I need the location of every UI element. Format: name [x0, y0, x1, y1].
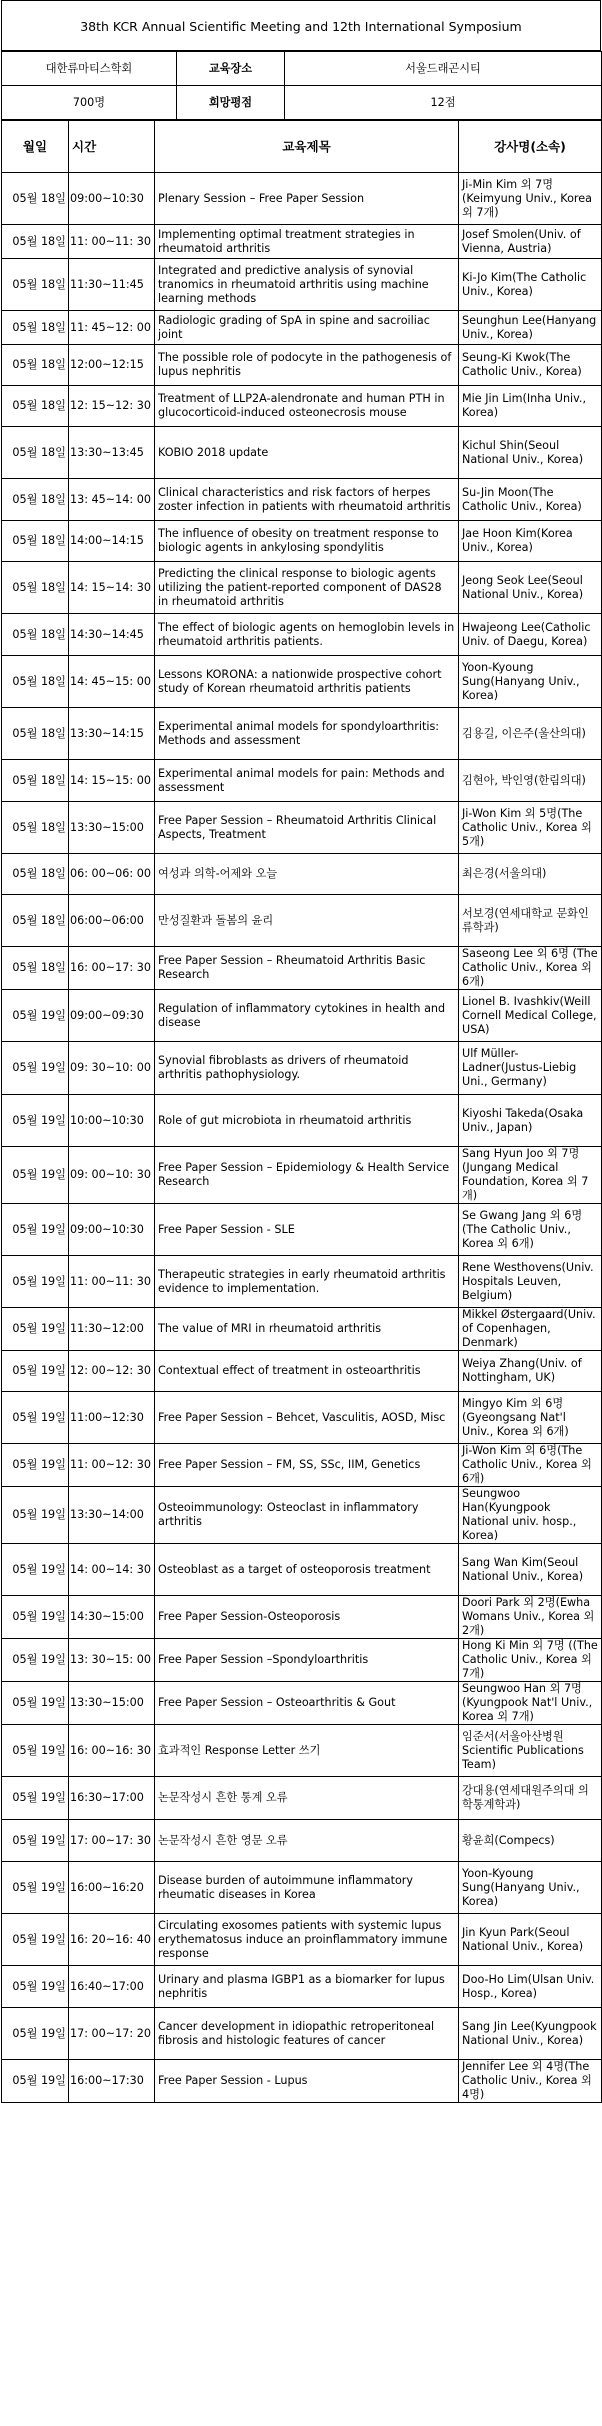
organizer: 대한류마티스학회 [2, 52, 177, 86]
session-subject: Radiologic grading of SpA in spine and sacroiliac joint [155, 311, 459, 345]
session-time: 14: 45~15: 00 [69, 656, 155, 708]
session-time: 14: 15~15: 00 [69, 760, 155, 802]
session-time: 14:00~14:15 [69, 521, 155, 562]
session-date: 05월 19일 [2, 1914, 69, 1966]
table-row [2, 345, 602, 386]
table-row [2, 2060, 602, 2103]
table-row [2, 947, 602, 990]
session-speaker: Mie Jin Lim(Inha Univ., Korea) [459, 386, 602, 427]
attendee-count: 700명 [2, 86, 177, 120]
table-row [2, 1042, 602, 1095]
points-label: 희망평점 [177, 86, 285, 120]
session-subject: Plenary Session – Free Paper Session [155, 173, 459, 225]
session-subject: 논문작성시 흔한 영문 오류 [155, 1820, 459, 1862]
session-subject: Integrated and predictive analysis of synovial tranomics in rheumatoid arthritis using machine learning methods [155, 259, 459, 311]
table-row [2, 760, 602, 802]
session-subject: Osteoblast as a target of osteoporosis treatment [155, 1544, 459, 1596]
session-speaker: Doo-Ho Lim(Ulsan Univ. Hosp., Korea) [459, 1966, 602, 2008]
session-date: 05월 19일 [2, 990, 69, 1042]
table-row [2, 259, 602, 311]
session-speaker: Seunghun Lee(Hanyang Univ., Korea) [459, 311, 602, 345]
session-date: 05월 18일 [2, 656, 69, 708]
session-time: 11: 45~12: 00 [69, 311, 155, 345]
session-speaker: Doori Park 외 2명(Ewha Womans Univ., Korea 외 2개) [459, 1596, 602, 1639]
table-row [2, 1392, 602, 1444]
session-subject: Free Paper Session – FM, SS, SSc, IIM, Genetics [155, 1444, 459, 1487]
session-time: 11: 00~11: 30 [69, 1256, 155, 1308]
session-speaker: 최은경(서울의대) [459, 854, 602, 895]
table-row [2, 479, 602, 521]
session-speaker: 김용길, 이은주(울산의대) [459, 708, 602, 760]
session-subject: Implementing optimal treatment strategies in rheumatoid arthritis [155, 225, 459, 259]
session-subject: Contextual effect of treatment in osteoarthritis [155, 1351, 459, 1392]
session-time: 13: 45~14: 00 [69, 479, 155, 521]
session-date: 05월 19일 [2, 1351, 69, 1392]
session-speaker: Lionel B. Ivashkiv(Weill Cornell Medical College, USA) [459, 990, 602, 1042]
session-speaker: 강대용(연세대원주의대 의학통계학과) [459, 1777, 602, 1820]
session-time: 13:30~13:45 [69, 427, 155, 479]
session-subject: Free Paper Session –Spondyloarthritis [155, 1639, 459, 1682]
place-value: 서울드래곤시티 [285, 52, 602, 86]
table-row [2, 1256, 602, 1308]
session-speaker: Sang Wan Kim(Seoul National Univ., Korea) [459, 1544, 602, 1596]
session-subject: Free Paper Session-Osteoporosis [155, 1596, 459, 1639]
table-row [2, 427, 602, 479]
session-speaker: Su-Jin Moon(The Catholic Univ., Korea) [459, 479, 602, 521]
session-subject: Role of gut microbiota in rheumatoid arthritis [155, 1095, 459, 1147]
session-date: 05월 19일 [2, 1444, 69, 1487]
session-subject: Experimental animal models for spondyloarthritis: Methods and assessment [155, 708, 459, 760]
session-time: 13: 30~15: 00 [69, 1639, 155, 1682]
table-row [2, 656, 602, 708]
session-speaker: Kiyoshi Takeda(Osaka Univ., Japan) [459, 1095, 602, 1147]
session-time: 16: 00~17: 30 [69, 947, 155, 990]
session-date: 05월 18일 [2, 259, 69, 311]
table-row [2, 990, 602, 1042]
session-speaker: 황윤희(Compecs) [459, 1820, 602, 1862]
session-subject: The possible role of podocyte in the pathogenesis of lupus nephritis [155, 345, 459, 386]
session-time: 13:30~15:00 [69, 1682, 155, 1725]
session-date: 05월 18일 [2, 521, 69, 562]
table-row [2, 708, 602, 760]
session-speaker: Ki-Jo Kim(The Catholic Univ., Korea) [459, 259, 602, 311]
session-speaker: Hong Ki Min 외 7명 ((The Catholic Univ., Korea 외 7개) [459, 1639, 602, 1682]
session-speaker: Jennifer Lee 외 4명(The Catholic Univ., Korea 외 4명) [459, 2060, 602, 2103]
info-row-2 [2, 86, 602, 120]
session-speaker: Seungwoo Han 외 7명 (Kyungpook Nat'l Univ., Korea 외 7개) [459, 1682, 602, 1725]
session-subject: Free Paper Session - SLE [155, 1204, 459, 1256]
session-date: 05월 18일 [2, 614, 69, 656]
session-subject: Predicting the clinical response to biologic agents utilizing the patient-reported component of DAS28 in rheumatoid arthritis [155, 562, 459, 614]
session-time: 11: 00~12: 30 [69, 1444, 155, 1487]
session-date: 05월 19일 [2, 1682, 69, 1725]
header-speaker: 강사명(소속) [459, 121, 602, 173]
session-date: 05월 19일 [2, 1392, 69, 1444]
session-speaker: Seung-Ki Kwok(The Catholic Univ., Korea) [459, 345, 602, 386]
session-date: 05월 19일 [2, 1042, 69, 1095]
session-time: 10:00~10:30 [69, 1095, 155, 1147]
session-speaker: Saseong Lee 외 6명 (The Catholic Univ., Korea 외 6개) [459, 947, 602, 990]
table-row [2, 1544, 602, 1596]
session-speaker: 김현아, 박인영(한림의대) [459, 760, 602, 802]
session-subject: Free Paper Session – Epidemiology & Health Service Research [155, 1147, 459, 1204]
session-time: 16:00~16:20 [69, 1862, 155, 1914]
session-time: 09:00~10:30 [69, 1204, 155, 1256]
session-speaker: Ji-Won Kim 외 5명(The Catholic Univ., Korea 외 5개) [459, 802, 602, 854]
session-speaker: Ji-Min Kim 외 7명 (Keimyung Univ., Korea 외 7개) [459, 173, 602, 225]
table-row [2, 173, 602, 225]
table-row [2, 1204, 602, 1256]
session-subject: 효과적인 Response Letter 쓰기 [155, 1725, 459, 1777]
session-date: 05월 19일 [2, 1204, 69, 1256]
session-subject: Free Paper Session – Osteoarthritis & Gout [155, 1682, 459, 1725]
points-value: 12점 [285, 86, 602, 120]
table-row [2, 854, 602, 895]
table-row [2, 1487, 602, 1544]
document-title: 38th KCR Annual Scientific Meeting and 12th International Symposium [1, 0, 601, 51]
session-date: 05월 19일 [2, 1862, 69, 1914]
session-time: 09:00~09:30 [69, 990, 155, 1042]
session-subject: 만성질환과 돌봄의 윤리 [155, 895, 459, 947]
table-row [2, 225, 602, 259]
table-row [2, 1914, 602, 1966]
session-time: 11: 00~11: 30 [69, 225, 155, 259]
session-subject: Osteoimmunology: Osteoclast in inflammatory arthritis [155, 1487, 459, 1544]
table-row [2, 386, 602, 427]
table-row [2, 1351, 602, 1392]
table-row [2, 1639, 602, 1682]
header-time: 시간 [69, 121, 155, 173]
session-subject: Free Paper Session – Behcet, Vasculitis, AOSD, Misc [155, 1392, 459, 1444]
table-row [2, 1147, 602, 1204]
session-date: 05월 19일 [2, 2060, 69, 2103]
table-row [2, 1682, 602, 1725]
session-time: 14: 00~14: 30 [69, 1544, 155, 1596]
session-date: 05월 18일 [2, 708, 69, 760]
session-speaker: Hwajeong Lee(Catholic Univ. of Daegu, Korea) [459, 614, 602, 656]
session-subject: Lessons KORONA: a nationwide prospective cohort study of Korean rheumatoid arthritis patients [155, 656, 459, 708]
session-speaker: Seungwoo Han(Kyungpook National univ. hosp., Korea) [459, 1487, 602, 1544]
session-time: 17: 00~17: 30 [69, 1820, 155, 1862]
session-subject: Treatment of LLP2A-alendronate and human PTH in glucocorticoid-induced osteonecrosis mouse [155, 386, 459, 427]
session-subject: The influence of obesity on treatment response to biologic agents in ankylosing spondylitis [155, 521, 459, 562]
session-time: 16:00~17:30 [69, 2060, 155, 2103]
table-row [2, 1095, 602, 1147]
session-speaker: Sang Jin Lee(Kyungpook National Univ., Korea) [459, 2008, 602, 2060]
table-row [2, 562, 602, 614]
session-time: 09: 00~10: 30 [69, 1147, 155, 1204]
session-speaker: Weiya Zhang(Univ. of Nottingham, UK) [459, 1351, 602, 1392]
session-date: 05월 19일 [2, 1487, 69, 1544]
session-date: 05월 19일 [2, 1639, 69, 1682]
session-date: 05월 18일 [2, 427, 69, 479]
session-date: 05월 19일 [2, 1095, 69, 1147]
schedule-table [1, 120, 602, 2103]
session-date: 05월 18일 [2, 173, 69, 225]
session-date: 05월 19일 [2, 1544, 69, 1596]
session-date: 05월 18일 [2, 760, 69, 802]
session-time: 11:30~11:45 [69, 259, 155, 311]
session-date: 05월 19일 [2, 1596, 69, 1639]
session-date: 05월 18일 [2, 562, 69, 614]
session-date: 05월 18일 [2, 479, 69, 521]
schedule-document [1, 0, 601, 2103]
session-subject: 여성과 의학-어제와 오늘 [155, 854, 459, 895]
session-date: 05월 18일 [2, 311, 69, 345]
session-speaker: Kichul Shin(Seoul National Univ., Korea) [459, 427, 602, 479]
session-time: 14: 15~14: 30 [69, 562, 155, 614]
session-time: 12: 00~12: 30 [69, 1351, 155, 1392]
session-time: 06:00~06:00 [69, 895, 155, 947]
session-time: 11:30~12:00 [69, 1308, 155, 1351]
session-date: 05월 19일 [2, 2008, 69, 2060]
info-row-1 [2, 52, 602, 86]
session-subject: Disease burden of autoimmune inflammatory rheumatic diseases in Korea [155, 1862, 459, 1914]
session-time: 11:00~12:30 [69, 1392, 155, 1444]
session-subject: 논문작성시 흔한 통계 오류 [155, 1777, 459, 1820]
session-time: 06: 00~06: 00 [69, 854, 155, 895]
table-row [2, 1725, 602, 1777]
session-speaker: Ulf Müller-Ladner(Justus-Liebig Uni., Germany) [459, 1042, 602, 1095]
session-date: 05월 19일 [2, 1777, 69, 1820]
session-time: 09:00~10:30 [69, 173, 155, 225]
table-row [2, 1820, 602, 1862]
session-time: 16: 00~16: 30 [69, 1725, 155, 1777]
header-subject: 교육제목 [155, 121, 459, 173]
session-subject: Therapeutic strategies in early rheumatoid arthritis evidence to implementation. [155, 1256, 459, 1308]
schedule-rows [2, 173, 602, 2103]
header-row [2, 121, 602, 173]
session-speaker: Jeong Seok Lee(Seoul National Univ., Korea) [459, 562, 602, 614]
session-speaker: Josef Smolen(Univ. of Vienna, Austria) [459, 225, 602, 259]
session-subject: Free Paper Session – Rheumatoid Arthritis Clinical Aspects, Treatment [155, 802, 459, 854]
session-subject: Cancer development in idiopathic retroperitoneal fibrosis and histologic features of cancer [155, 2008, 459, 2060]
session-date: 05월 18일 [2, 854, 69, 895]
session-date: 05월 19일 [2, 1725, 69, 1777]
session-date: 05월 18일 [2, 386, 69, 427]
session-date: 05월 18일 [2, 225, 69, 259]
session-time: 17: 00~17: 20 [69, 2008, 155, 2060]
session-speaker: Rene Westhovens(Univ. Hospitals Leuven, Belgium) [459, 1256, 602, 1308]
session-subject: KOBIO 2018 update [155, 427, 459, 479]
session-subject: Experimental animal models for pain: Methods and assessment [155, 760, 459, 802]
session-subject: The value of MRI in rheumatoid arthritis [155, 1308, 459, 1351]
session-date: 05월 18일 [2, 802, 69, 854]
session-time: 12:00~12:15 [69, 345, 155, 386]
session-date: 05월 18일 [2, 895, 69, 947]
session-date: 05월 18일 [2, 947, 69, 990]
place-label: 교육장소 [177, 52, 285, 86]
table-row [2, 311, 602, 345]
session-speaker: 임준서(서울아산병원 Scientific Publications Team) [459, 1725, 602, 1777]
session-speaker: Yoon-Kyoung Sung(Hanyang Univ., Korea) [459, 1862, 602, 1914]
session-subject: Synovial fibroblasts as drivers of rheumatoid arthritis pathophysiology. [155, 1042, 459, 1095]
session-date: 05월 19일 [2, 1308, 69, 1351]
session-speaker: Jin Kyun Park(Seoul National Univ., Korea) [459, 1914, 602, 1966]
table-row [2, 2008, 602, 2060]
session-speaker: Sang Hyun Joo 외 7명 (Jungang Medical Foundation, Korea 외 7개) [459, 1147, 602, 1204]
session-time: 16:40~17:00 [69, 1966, 155, 2008]
session-subject: Clinical characteristics and risk factors of herpes zoster infection in patients with rheumatoid arthritis [155, 479, 459, 521]
session-subject: Regulation of inflammatory cytokines in health and disease [155, 990, 459, 1042]
session-speaker: Se Gwang Jang 외 6명 (The Catholic Univ., Korea 외 6개) [459, 1204, 602, 1256]
table-row [2, 1596, 602, 1639]
session-time: 16: 20~16: 40 [69, 1914, 155, 1966]
session-date: 05월 19일 [2, 1966, 69, 2008]
table-row [2, 614, 602, 656]
session-time: 14:30~14:45 [69, 614, 155, 656]
table-row [2, 1444, 602, 1487]
table-row [2, 521, 602, 562]
session-date: 05월 19일 [2, 1256, 69, 1308]
session-time: 14:30~15:00 [69, 1596, 155, 1639]
session-subject: The effect of biologic agents on hemoglobin levels in rheumatoid arthritis patients. [155, 614, 459, 656]
session-subject: Free Paper Session - Lupus [155, 2060, 459, 2103]
session-subject: Circulating exosomes patients with systemic lupus erythematosus induce an proinflammatory immune response [155, 1914, 459, 1966]
session-date: 05월 19일 [2, 1820, 69, 1862]
session-speaker: Ji-Won Kim 외 6명(The Catholic Univ., Korea 외 6개) [459, 1444, 602, 1487]
session-time: 12: 15~12: 30 [69, 386, 155, 427]
table-row [2, 1308, 602, 1351]
table-row [2, 1777, 602, 1820]
session-subject: Urinary and plasma IGBP1 as a biomarker for lupus nephritis [155, 1966, 459, 2008]
session-speaker: Mikkel Østergaard(Univ. of Copenhagen, Denmark) [459, 1308, 602, 1351]
table-row [2, 1966, 602, 2008]
table-row [2, 1862, 602, 1914]
header-month-day: 월일 [2, 121, 69, 173]
session-subject: Free Paper Session – Rheumatoid Arthritis Basic Research [155, 947, 459, 990]
session-time: 16:30~17:00 [69, 1777, 155, 1820]
session-speaker: Yoon-Kyoung Sung(Hanyang Univ., Korea) [459, 656, 602, 708]
table-row [2, 802, 602, 854]
session-date: 05월 19일 [2, 1147, 69, 1204]
session-speaker: Jae Hoon Kim(Korea Univ., Korea) [459, 521, 602, 562]
table-row [2, 895, 602, 947]
session-date: 05월 18일 [2, 345, 69, 386]
session-time: 13:30~14:15 [69, 708, 155, 760]
session-time: 13:30~14:00 [69, 1487, 155, 1544]
info-table [1, 51, 602, 120]
session-speaker: 서보경(연세대학교 문화인류학과) [459, 895, 602, 947]
session-speaker: Mingyo Kim 외 6명 (Gyeongsang Nat'l Univ., Korea 외 6개) [459, 1392, 602, 1444]
session-time: 09: 30~10: 00 [69, 1042, 155, 1095]
session-time: 13:30~15:00 [69, 802, 155, 854]
